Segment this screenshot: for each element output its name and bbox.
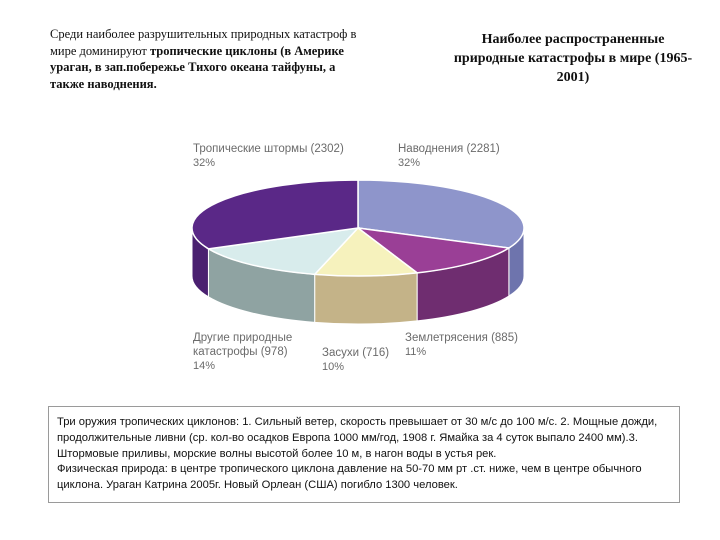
- label-other-line2: катастрофы (978): [193, 346, 288, 358]
- label-storms-name: Тропические штормы (2302): [193, 143, 344, 155]
- intro-plain: Среди наиболее разрушительных природных катастроф в мире доминируют: [50, 27, 357, 58]
- label-storms-pct: 32%: [193, 157, 216, 169]
- facts-paragraph-2: Физическая природа: в центре тропического циклона давление на 50-70 мм рт .ст. ниже, чем в центре обычного циклона. Ураган Катрина 2005г. Новый Орлеан (США) погибло 1300 человек.: [57, 463, 642, 492]
- label-quakes-name: Землетрясения (885): [405, 332, 518, 344]
- label-other-line1: Другие природные: [193, 332, 293, 344]
- intro-bold: тропические циклоны (в Америке ураган, в зап.побережье Тихого океана тайфуны, а также наводнения.: [50, 43, 344, 91]
- label-drought-pct: 10%: [322, 361, 345, 373]
- label-floods-pct: 32%: [398, 157, 421, 169]
- label-drought-name: Засухи (716): [322, 347, 390, 359]
- pie-side-засухи: [315, 273, 417, 324]
- chart-title: Наиболее распространенные природные катастрофы в мире (1965-2001): [453, 32, 693, 85]
- label-floods-name: Наводнения (2281): [398, 143, 500, 155]
- facts-box: [48, 406, 680, 503]
- label-other-pct: 14%: [193, 360, 216, 372]
- facts-paragraph-1: Три оружия тропических циклонов: 1. Сильный ветер, скорость превышает от 30 м/с до 100 м/с. 2. Мощные дожди, продолжительные ливни (ср. кол-во осадков Европа 1000 мм/год, 1908 г. Ямайка за 4 суток выпало 2400 мм).3. Штормовые приливы, морские волны высотой более 10 м, в нагон воды в устья рек.: [57, 416, 658, 460]
- pie-top: [192, 180, 524, 276]
- label-quakes-pct: 11%: [405, 346, 427, 358]
